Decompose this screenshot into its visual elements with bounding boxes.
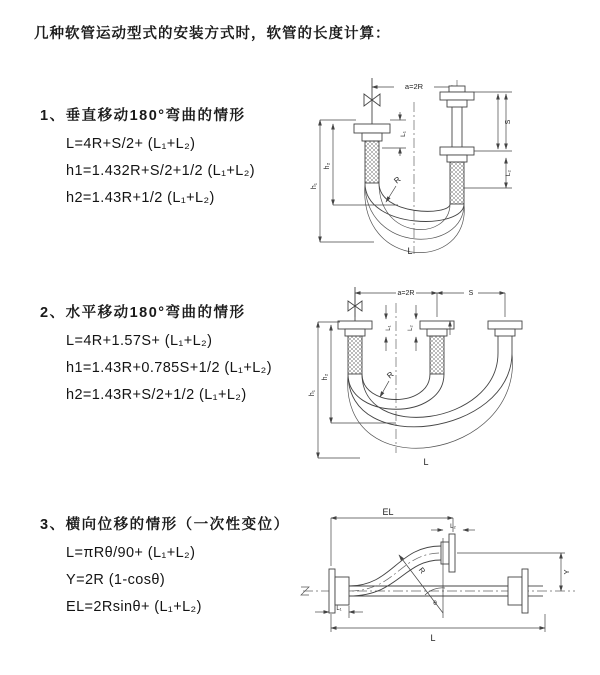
page-title: 几种软管运动型式的安装方式时，软管的长度计算：: [34, 26, 391, 42]
dim-label-theta: θ: [433, 600, 437, 607]
dim-l1: [382, 112, 407, 156]
dim-el: [331, 507, 453, 566]
dim-l1: [386, 305, 392, 351]
hose-displaced: [349, 546, 441, 596]
section-2-formula-h1: h1=1.43R+0.785S+1/2 (L₁+L₂): [66, 360, 272, 376]
dim-l2: [464, 158, 512, 188]
dim-label-s: S: [468, 290, 474, 297]
section-3-formula-L: L=πRθ/90+ (L₁+L₂): [66, 545, 196, 561]
dim-label-l: L: [430, 633, 436, 643]
dim-label-s: S: [505, 119, 512, 125]
right-flange: [488, 321, 522, 353]
dim-label-r: R: [385, 369, 396, 381]
braid-section-right: [450, 162, 464, 204]
section-3-heading: 3、横向位移的情形（一次性变位）: [40, 517, 290, 533]
dim-l: [331, 614, 545, 643]
braid-section-center: [430, 336, 444, 374]
radius-leader: [380, 370, 396, 397]
dim-label-l: L: [407, 246, 413, 256]
section-3-formula-EL: EL=2Rsinθ+ (L₁+L₂): [66, 599, 202, 615]
dim-label-l2: L₂: [505, 169, 512, 177]
right-pipe: [440, 86, 474, 204]
dim-l2: [431, 524, 475, 530]
dim-h2: [324, 124, 398, 205]
dim-label-r: R: [416, 565, 428, 576]
dim-label-h2: h₂: [324, 162, 331, 170]
radius-construction: [399, 538, 445, 618]
section-1-formula-L: L=4R+S/2+ (L₁+L₂): [66, 136, 196, 152]
section-3-formula-Y: Y=2R (1-cosθ): [66, 572, 166, 588]
dim-label-el: EL: [382, 507, 394, 517]
section-2-formula-L: L=4R+1.57S+ (L₁+L₂): [66, 333, 213, 349]
dim-s: [474, 92, 512, 151]
section-2-heading: 2、水平移动180°弯曲的情形: [40, 305, 246, 321]
radius-leader: [386, 175, 403, 202]
dim-label-l2: L₂: [450, 524, 456, 530]
left-flange: [354, 124, 390, 141]
dim-label-h1: h₁: [311, 182, 318, 190]
left-flange: [338, 321, 372, 374]
section-2-formula-h2: h2=1.43R+S/2+1/2 (L₁+L₂): [66, 387, 247, 403]
dim-label-a2r: a=2R: [397, 290, 415, 297]
section-horizontal-bend: [40, 301, 272, 403]
center-flange: [420, 321, 454, 374]
dim-top-width: [372, 82, 457, 91]
dim-top-width: [355, 290, 505, 317]
dim-l1: [315, 606, 363, 618]
dim-label-r: R: [392, 174, 403, 186]
diagram-vertical-bend: [298, 62, 598, 262]
dim-label-l: L: [423, 457, 429, 467]
section-1-formula-h2: h2=1.43R+1/2 (L₁+L₂): [66, 190, 215, 206]
braid-section-left: [365, 141, 379, 183]
dim-label-l2: L₂: [408, 325, 414, 331]
diagram-horizontal-bend: [298, 275, 598, 470]
dim-label-l1: L₁: [386, 325, 392, 331]
section-lateral-displacement: [40, 513, 290, 615]
section-1-formula-h1: h1=1.432R+S/2+1/2 (L₁+L₂): [66, 163, 256, 179]
dim-label-l1: L₁: [400, 131, 407, 137]
dim-label-h1: h₁: [309, 389, 316, 397]
braid-section-left: [348, 336, 362, 374]
section-1-heading: 1、垂直移动180°弯曲的情形: [40, 108, 246, 124]
dim-label-h2: h₂: [322, 373, 329, 381]
hose-u-bend: [365, 183, 465, 253]
diagram-lateral-displacement: [293, 498, 598, 653]
dim-label-y: Y: [562, 569, 571, 575]
section-vertical-bend: [40, 104, 255, 206]
dim-label-l1: L₁: [336, 606, 342, 612]
dim-label-a2r: a=2R: [404, 82, 424, 91]
